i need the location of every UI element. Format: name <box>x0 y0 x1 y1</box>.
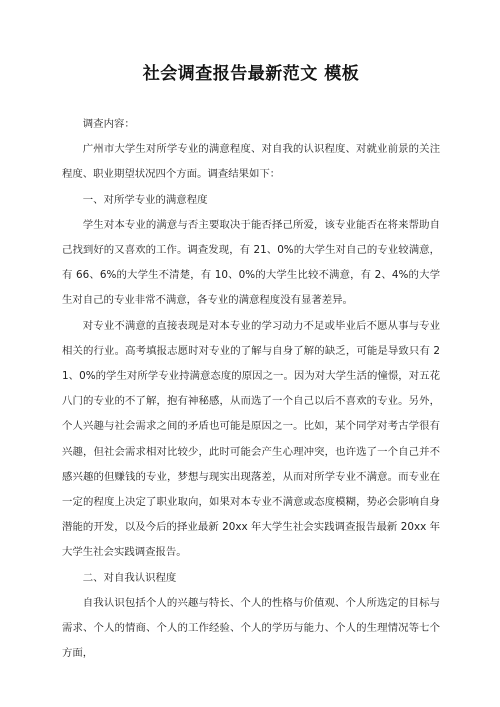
self-awareness-paragraph: 自我认识包括个人的兴趣与特长、个人的性格与价值观、个人所选定的目标与需求、个人的情商、个人的工作经验、个人的学历与能力、个人的生理情况等七个方面， <box>62 596 440 660</box>
major-dissatisfaction-paragraph: 对专业不满意的直接表现是对本专业的学习动力不足或毕业后不愿从事与专业相关的行业。高考填报志愿时对专业的了解与自身了解的缺乏，可能是导致只有 21、0%的学生对所学专业持满意态度的原因之一。因为对大学生活的憧憬，对五花八门的专业的不了解，抱有神秘感，从而选了一个自己以后不喜欢的专业。另外，个人兴趣与社会需求之间的矛盾也可能是原因之一。比如，某个同学对考古学很有兴趣，但社会需求相对比较少，此时可能会产生心理冲突，也许选了一个自己并不感兴趣的但赚钱的专业，梦想与现实出现落差，从而对所学专业不满意。而专业在一定的程度上决定了职业取向，如果对本专业不满意或态度模糊，势必会影响自身潜能的开发，以及今后的择业最新 20xx 年大学生社会实践调查报告最新 20xx 年大学生社会实践调查报告。 <box>62 319 440 559</box>
survey-content-label: 调查内容： <box>82 118 135 130</box>
section-heading-major-satisfaction: 一、对所学专业的满意程度 <box>82 193 208 206</box>
survey-intro-paragraph: 广州市大学生对所学专业的满意程度、对自我的认识程度、对就业前景的关注程度、职业期望状况四个方面。调查结果如下： <box>62 143 440 181</box>
major-satisfaction-paragraph: 学生对本专业的满意与否主要取决于能否择己所爱，该专业能否在将来帮助自己找到好的又喜欢的工作。调查发现，有 21、0%的大学生对自己的专业较满意，有 66、6%的大学生不清楚，有 10、0%的大学生比较不满意，有 2、4%的大学生对自己的专业非常不满意，各专业的满意程度没有显著差异。 <box>62 218 440 307</box>
document-title: 社会调查报告最新范文 模板 <box>142 64 360 84</box>
section-heading-self-awareness: 二、对自我认识程度 <box>82 571 177 584</box>
